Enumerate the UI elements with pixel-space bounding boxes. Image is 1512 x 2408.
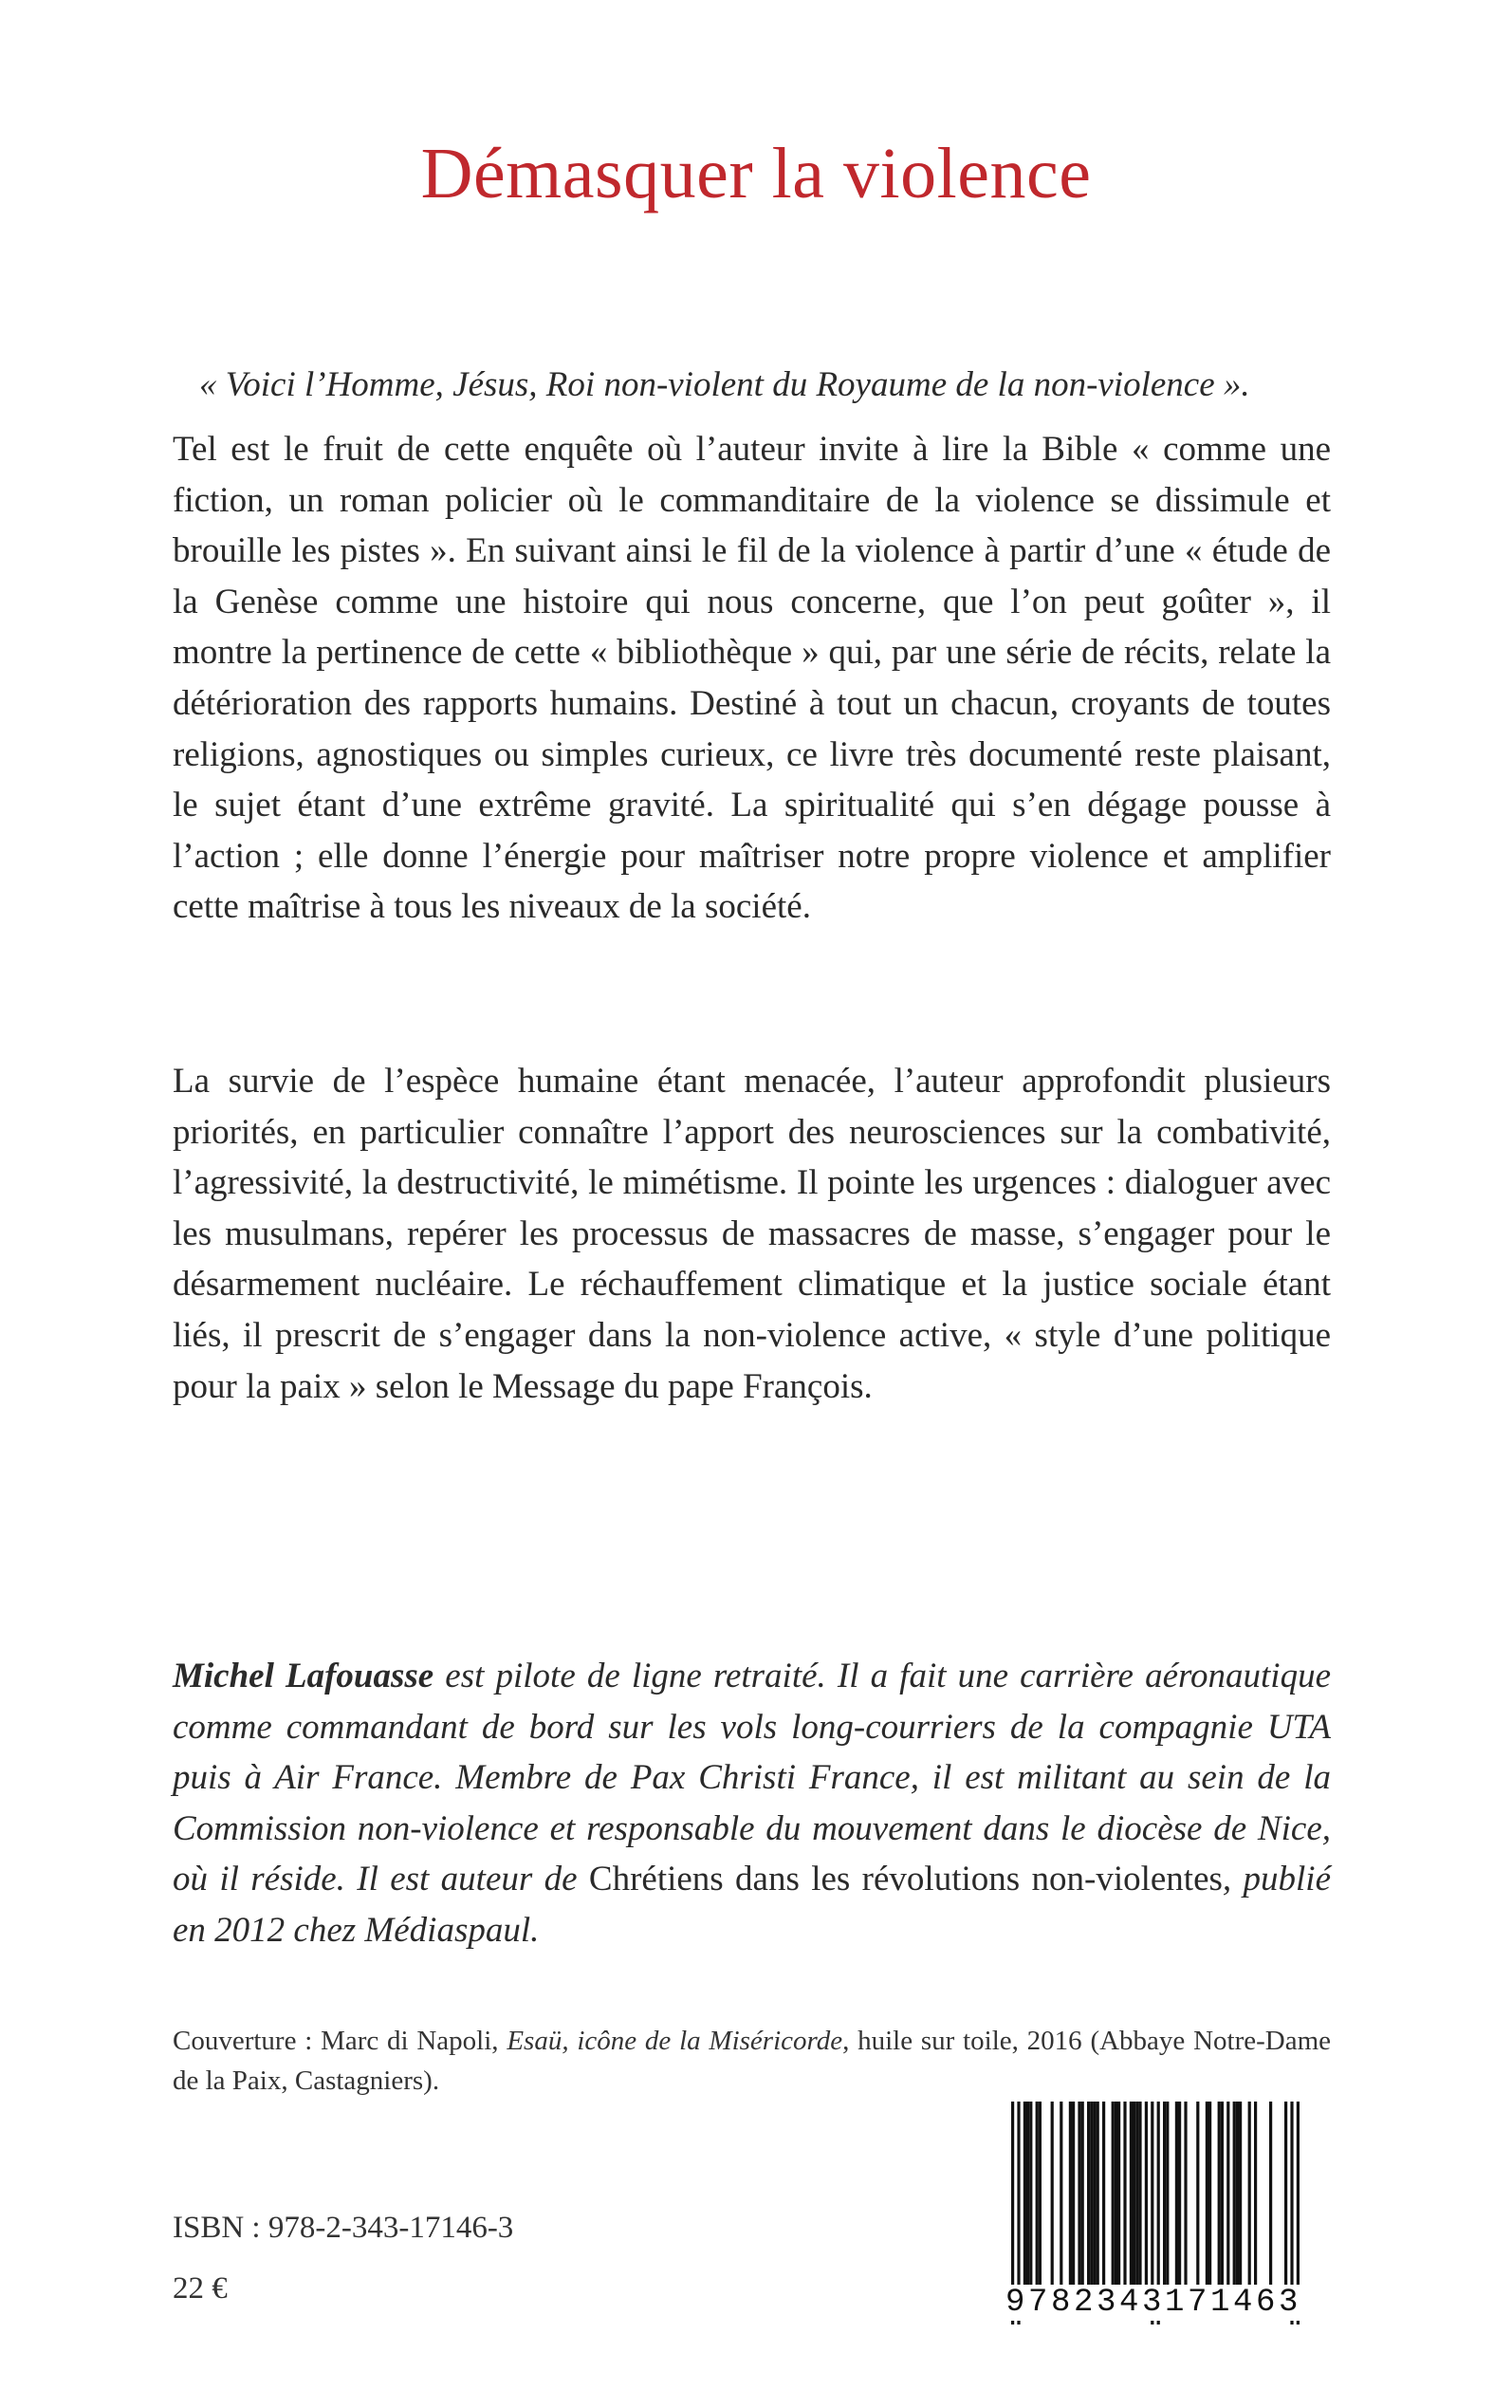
- barcode-bar: [1184, 2102, 1187, 2291]
- barcode-bar: [1175, 2102, 1178, 2291]
- credit-prefix: Couverture : Marc di Napoli,: [173, 2026, 507, 2056]
- isbn-barcode: [977, 2102, 1330, 2334]
- barcode-bar: [1284, 2102, 1287, 2291]
- author-bio: [173, 1651, 1331, 1956]
- barcode-bar: [1145, 2102, 1148, 2291]
- barcode-bar: [1269, 2102, 1272, 2291]
- barcode-bar: [1239, 2102, 1242, 2291]
- barcode-bar: [1138, 2102, 1141, 2291]
- epigraph: « Voici l’Homme, Jésus, Roi non-violent du Royaume de la non-violence ».: [199, 365, 1250, 404]
- price: 22 €: [173, 2271, 228, 2306]
- credit-artwork: Esaü, icône de la Miséricorde: [507, 2026, 843, 2056]
- bio-text-end: , publié en 2012 chez Médiaspaul.: [173, 1860, 1332, 1950]
- barcode-bar: [1112, 2102, 1115, 2291]
- barcode-bar: [1039, 2102, 1042, 2291]
- barcode-bar: [1236, 2102, 1239, 2291]
- cover-credit: [173, 2021, 1331, 2101]
- barcode-bar: [1115, 2102, 1117, 2291]
- barcode-bar: [1226, 2102, 1229, 2291]
- barcode-digits: 9782343171463: [977, 2285, 1330, 2321]
- barcode-bar: [1087, 2102, 1090, 2291]
- barcode-bar: [1123, 2102, 1126, 2291]
- barcode-bar: [1093, 2102, 1096, 2291]
- barcode-bar: [1135, 2102, 1138, 2291]
- author-name: Michel Lafouasse: [173, 1657, 434, 1695]
- barcode-bar: [1196, 2102, 1199, 2291]
- summary-paragraph-2: La survie de l’espèce humaine étant menacée, l’auteur approfondit plusieurs priorités, en particulier connaître l’apport des neurosciences sur la combativité, l’agressivité, la destructivité, le mimétisme. Il pointe les urgences : dialoguer avec les musulmans, repérer les processus de massacres de masse, s’engager pour le désarmement nucléaire. Le réchauffement climatique et la justice sociale étant liés, il prescrit de s’engager dans la non-violence active, « style d’une politique pour la paix » selon le Message du pape François.: [173, 1062, 1331, 1406]
- bio-book-title: Chrétiens dans les révolutions non-violentes: [588, 1860, 1223, 1899]
- barcode-bar: [1130, 2102, 1133, 2291]
- barcode-bar: [1133, 2102, 1135, 2291]
- credit-suffix: , huile sur toile, 2016 (Abbaye Notre-Dame de la Paix, Castagniers).: [173, 2026, 1332, 2096]
- barcode-bar: [1254, 2102, 1257, 2291]
- barcode-bar: [1206, 2102, 1208, 2291]
- barcode-bar: [1090, 2102, 1093, 2291]
- barcode-bar: [1166, 2102, 1169, 2291]
- barcode-bar: [1208, 2102, 1211, 2291]
- barcode-bar: [1029, 2102, 1032, 2291]
- barcode-bar: [1097, 2102, 1099, 2291]
- barcode-bar: [1036, 2102, 1039, 2291]
- barcode-bar: [1023, 2102, 1026, 2291]
- barcode-bar: [1102, 2102, 1105, 2291]
- barcode-bar: [1178, 2102, 1181, 2291]
- barcode-bar: [1117, 2102, 1120, 2291]
- barcode-bar: [1026, 2102, 1029, 2291]
- barcode-bar: [1051, 2102, 1054, 2291]
- barcode-bar: [1069, 2102, 1072, 2291]
- barcode-bar: [1072, 2102, 1075, 2291]
- barcode-bar: [1218, 2102, 1221, 2291]
- barcode-bar: [1233, 2102, 1236, 2291]
- barcode-bar: [1163, 2102, 1166, 2291]
- barcode-bar: [1221, 2102, 1224, 2291]
- book-title: Démasquer la violence: [420, 134, 1092, 213]
- isbn: ISBN : 978-2-343-17146-3: [173, 2211, 514, 2245]
- bio-text: est pilote de ligne retraité. Il a fait une carrière aéronautique comme commandant de bord sur les vols long-courriers de la compagnie UTA puis à Air France. Membre de Pax Christi France, il est militant au sein de la Commission non-violence et responsable du mouvement dans le diocèse de Nice, où il réside. Il est auteur de: [173, 1657, 1331, 1899]
- barcode-bar: [1248, 2102, 1251, 2291]
- barcode-bar: [1081, 2102, 1084, 2291]
- barcode-bar: [1078, 2102, 1080, 2291]
- barcode-bar: [1060, 2102, 1062, 2291]
- summary-paragraph-1: Tel est le fruit de cette enquête où l’auteur invite à lire la Bible « comme une fiction, un roman policier où le commanditaire de la violence se dissimule et brouille les pistes ». En suivant ainsi le fil de la violence à partir d’une « étude de la Genèse comme une histoire qui nous concerne, que l’on peut goûter », il montre la pertinence de cette « bibliothèque » qui, par une série de récits, relate la détérioration des rapports humains. Destiné à tout un chacun, croyants de toutes religions, agnostiques ou simples curieux, ce livre très documenté reste plaisant, le sujet étant d’une extrême gravité. La spiritualité qui s’en dégage pousse à l’action ; elle donne l’énergie pour maîtriser notre propre violence et amplifier cette maîtrise à tous les niveaux de la société.: [173, 430, 1331, 927]
